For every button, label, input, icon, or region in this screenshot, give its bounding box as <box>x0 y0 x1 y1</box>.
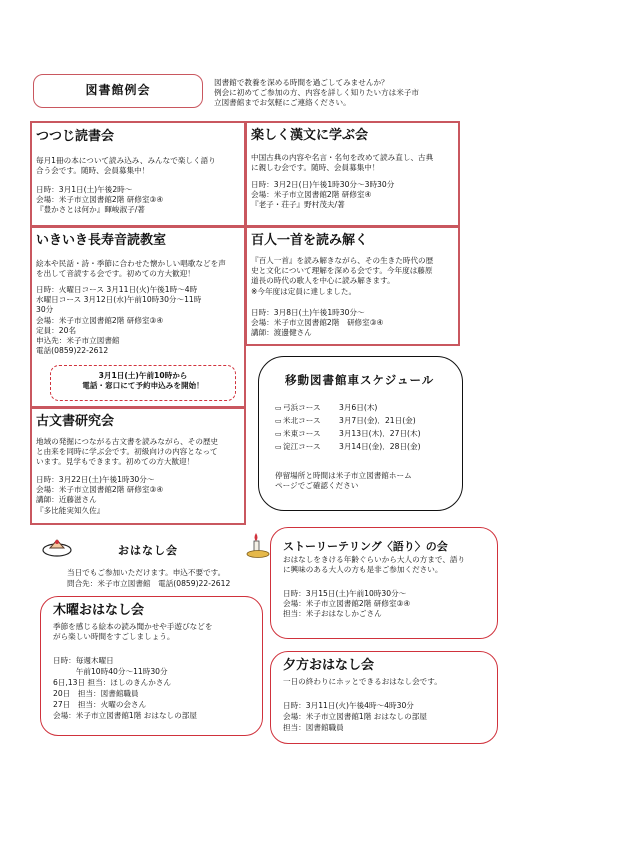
mobile-course-row <box>275 416 460 429</box>
bus-icon: ▭ <box>275 443 282 451</box>
story-box <box>270 527 498 639</box>
yugata-desc: 一日の終わりにホッとできるおはなし会です。 <box>283 677 442 686</box>
candle-icon <box>244 530 272 560</box>
story-details: 日時：3月15日(土)午前10時30分～ 会場：米子市立図書館2階 研修室③④ 担当：米子おはなしかごさん <box>283 589 411 619</box>
kanbun-title: 楽しく漢文に学ぶ会 <box>251 128 369 143</box>
choju-notice: 3月1日(土)午前10時から 電話・窓口にて予約申込みを開始！ <box>82 371 204 391</box>
ohanashi-contact: 問合先：米子市立図書館 電話(0859)22-2612 <box>67 579 231 588</box>
header-badge-box <box>33 74 203 108</box>
mobile-course-list <box>275 403 460 455</box>
course-name: 米東コース <box>283 429 321 438</box>
course-name: 淀江コース <box>283 442 321 451</box>
choju-box <box>30 226 246 408</box>
mobile-course-row <box>275 403 460 416</box>
bus-icon: ▭ <box>275 404 282 412</box>
ohanashi-sub: 当日でもご参加いただけます。申込不要です。 <box>67 568 226 577</box>
choju-desc: 絵本や民話・詩・季節に合わせた懐かしい唱歌などを声 を出して音読する会です。初めての方大歓迎！ <box>36 259 226 279</box>
hyakunin-title: 百人一首を読み解く <box>251 233 369 248</box>
yugata-details: 日時：3月11日(火)午後4時～4時30分 会場：米子市立図書館1階 おはなしの部屋 担当：図書館職員 <box>283 701 427 732</box>
hyakunin-details: 日時：3月8日(土)午後1時30分～ 会場：米子市立図書館2階 研修室③④ 講師：渡邊健さん <box>251 308 384 338</box>
hyakunin-box <box>245 226 460 346</box>
bus-icon: ▭ <box>275 417 282 425</box>
komonjo-details: 日時：3月22日(土)午後1時30分～ 会場：米子市立図書館2階 研修室③④ 講師：近藤滋さん 『多比能実知久佐』 <box>36 475 164 515</box>
mobile-course-row <box>275 429 460 442</box>
mokuyo-title: 木曜おはなし会 <box>53 603 145 618</box>
tsutsuji-details: 日時：3月1日(土)午後2時～ 会場：米子市立図書館2階 研修室③④ 『豊かさとは何か』暉峻淑子/著 <box>36 185 164 215</box>
story-title: ストーリーテリング〈語り〉の会 <box>283 540 448 553</box>
komonjo-box <box>30 407 246 525</box>
course-name: 米北コース <box>283 416 321 425</box>
choju-notice-box <box>50 365 236 401</box>
ohanashi-title: おはなし会 <box>118 544 178 557</box>
mobile-title: 移動図書館車スケジュール <box>285 373 435 387</box>
choju-details: 日時：火曜日コース 3月11日(火)午後1時～4時 水曜日コース 3月12日(水)午前10時30分～11時 30分 会場：米子市立図書館2階 研修室③④ 定員：20名 申込先：米子市立図書館 電話(0859)22-2612 <box>36 285 202 356</box>
course-dates: 3月13日(木)．27日(木) <box>339 429 421 438</box>
komonjo-desc: 地域の発掘につながる古文書を読みながら、その歴史 と由来を同時に学ぶ会です。初級向けの内容となって います。見学もできます。初めての方大歓迎！ <box>36 437 219 467</box>
story-desc: おはなしをきける年齢ぐらいから大人の方まで、語り に興味のある大人の方も是非ご参加ください。 <box>283 555 466 575</box>
header-badge-text: 図書館例会 <box>85 83 151 97</box>
bus-icon: ▭ <box>275 430 282 438</box>
kanbun-details: 日時：3月2日(日)午後1時30分～3時30分 会場：米子市立図書館2階 研修室④ 『老子・荘子』野村茂夫/著 <box>251 180 395 210</box>
mobile-note: 停留場所と時間は米子市立図書館ホーム ページでご確認ください <box>275 471 412 491</box>
tsutsuji-box <box>30 121 246 227</box>
mobile-box <box>258 356 463 511</box>
kanbun-box <box>245 121 460 227</box>
yugata-box <box>270 651 498 744</box>
kanbun-desc: 中国古典の内容や名言・名句を改めて読み直し、古典 に親しむ会です。随時、会員募集中！ <box>251 153 434 173</box>
course-dates: 3月7日(金)．21日(金) <box>339 416 416 425</box>
choju-title: いきいき長寿音読教室 <box>36 233 167 248</box>
course-name: 弓浜コース <box>283 403 321 412</box>
komonjo-title: 古文書研究会 <box>36 414 115 429</box>
mokuyo-details: 日時：毎週木曜日 午前10時40分～11時30分 6日,13日 担当：ほしのきんかさん 20日 担当：図書館職員 27日 担当：火曜の会さん 会場：米子市立図書館1階 おはなしの部屋 <box>53 656 197 720</box>
cake-icon <box>42 535 72 557</box>
tsutsuji-title: つつじ読書会 <box>36 129 115 144</box>
course-dates: 3月6日(木) <box>339 403 378 412</box>
mokuyo-desc: 季節を感じる絵本の読み聞かせや手遊びなどを がら楽しい時間をすごしましょう。 <box>53 622 213 642</box>
tsutsuji-desc: 毎月1冊の本について読み込み、みんなで楽しく語り 合う会です。随時、会員募集中！ <box>36 156 216 176</box>
header-intro: 図書館で教養を深める時間を過ごしてみませんか？ 例会に初めてご参加の方、内容を詳しく知りたい方は米子市 立図書館までお気軽にご連絡ください。 <box>214 78 420 108</box>
mobile-course-row <box>275 442 460 455</box>
course-dates: 3月14日(金)．28日(金) <box>339 442 421 451</box>
yugata-title: 夕方おはなし会 <box>283 658 375 673</box>
mokuyo-box <box>40 596 263 736</box>
hyakunin-desc: 『百人一首』を読み解きながら、その生きた時代の歴 史と文化について理解を深める会です。今年度は藤原 道長の時代の歌人を中心に読み解きます。 ※今年度は定員に達しました。 <box>251 256 434 296</box>
